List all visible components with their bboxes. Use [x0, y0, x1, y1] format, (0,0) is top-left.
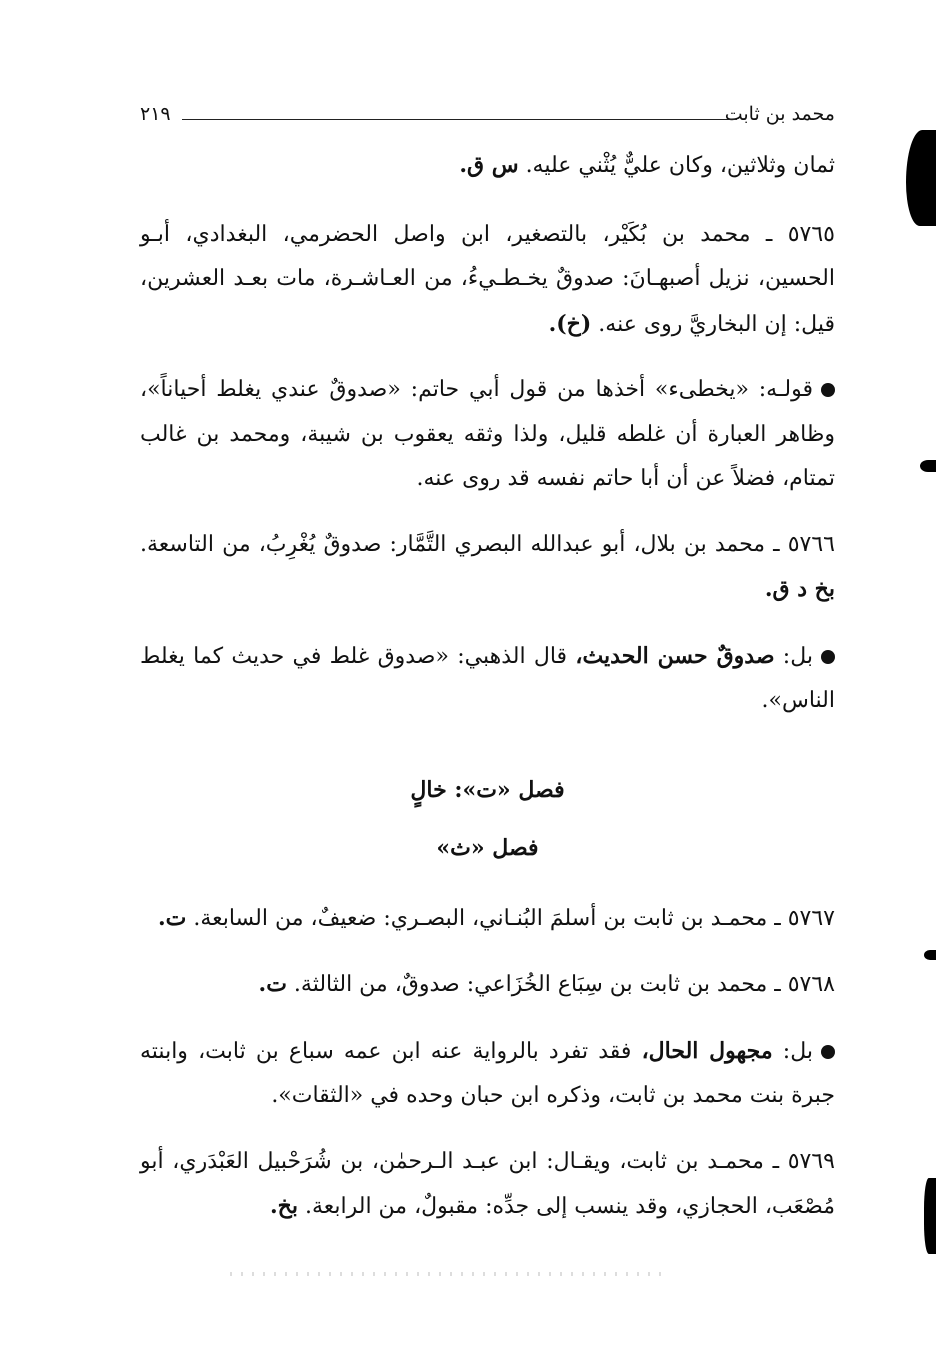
scan-speckle [230, 1272, 670, 1276]
bullet-icon [821, 383, 835, 397]
entry-text: ـ محمد بن بُكَيْر، بالتصغير، ابن واصل الحضرمي، البغدادي، أبـو الحسين، نزيل أصبهـانَ: صدوقٌ يخـطـيءُ، من العـاشـرة، مات بعـد العشرين، قيل: إن البخاريَّ روى عنه. [140, 221, 835, 337]
scan-edge-mark [924, 950, 936, 960]
comment-text: قولـه: «يخطىء» أخذها من قول أبي حاتم: «صدوقٌ عندي يغلط أحياناً»، وظاهر العبارة أن غلطه قليل، ولذا وثقه يعقوب بن شيبة، ومحمد بن غالب تمتام، فضلاً عن أن أبا حاتم نفسه قد روى عنه. [140, 377, 835, 491]
page-number: ٢١٩ [140, 103, 171, 125]
entry-5768 [140, 962, 835, 1008]
entry-siglum: ت. [258, 971, 287, 997]
running-header [140, 100, 835, 130]
comment-5768 [140, 1029, 835, 1119]
entry-siglum: (خ). [548, 310, 592, 337]
entry-number: ٥٧٦٦ [787, 531, 835, 557]
continuation-paragraph [140, 143, 835, 189]
entry-siglum: بخ د ق. [764, 576, 835, 602]
entry-number: ٥٧٦٩ [787, 1148, 835, 1174]
continuation-text: ثمان وثلاثين، وكان عليٌّ يُثْني عليه. [525, 153, 835, 178]
entry-5766 [140, 523, 835, 613]
entry-text: ـ محمد بن ثابت بن سِبَاع الخُزَاعي: صدوقٌ، من الثالثة. [293, 972, 781, 997]
entry-5769 [140, 1140, 835, 1230]
section-heading-tha: فصل «ث» [436, 834, 539, 861]
scan-edge-mark [906, 130, 936, 226]
entry-siglum: بخ. [269, 1193, 298, 1219]
comment-text: قال الذهبي: «صدوق غلط في حديث كما يغلط الناس». [140, 643, 835, 713]
header-rule [182, 119, 737, 120]
entry-number: ٥٧٦٥ [787, 221, 835, 247]
entry-number: ٥٧٦٨ [787, 972, 835, 997]
bullet-icon [821, 650, 835, 664]
comment-verdict: صدوقٌ حسن الحديث، [575, 642, 775, 669]
entry-5765 [140, 213, 835, 348]
page-body [140, 143, 835, 1251]
entry-text: ـ محمـد بن ثابت بن أسلمَ البُنـاني، البصـري: ضعيفٌ، من السابعة. [193, 905, 781, 931]
comment-verdict: مجهول الحال، [641, 1037, 773, 1064]
entry-text: ـ محمـد بن ثابت، ويقـال: ابن عبـد الـرحمٰن، بن شُرَحْبيل العَبْدَري، أبو مُصْعَب، الحجازي، وقد ينسب إلى جدِّه: مقبولٌ، من الرابعة. [140, 1148, 835, 1219]
entry-number: ٥٧٦٧ [787, 905, 835, 931]
entry-siglum: ت. [157, 904, 187, 931]
header-title: محمد بن ثابت [724, 103, 835, 125]
comment-lead: بل: [782, 1038, 813, 1064]
scan-edge-mark [920, 460, 936, 472]
continuation-siglum: س ق. [459, 152, 519, 178]
section-heading-ta: فصل «ت»: خالٍ [410, 776, 565, 803]
comment-lead: بل: [782, 643, 813, 669]
comment-5766 [140, 634, 835, 724]
comment-5765 [140, 368, 835, 502]
scan-edge-mark [924, 1178, 936, 1254]
bullet-icon [821, 1045, 835, 1059]
entry-text: ـ محمد بن بلال، أبو عبدالله البصري التَّمَّار: صدوقٌ يُغْرِبُ، من التاسعة. [140, 531, 780, 557]
entry-5767 [140, 896, 835, 942]
comment-text: فقد تفرد بالرواية عنه ابن عمه سباع بن ثابت، وابنته جبرة بنت محمد بن ثابت، وذكره ابن حبان وحده في «الثقات». [140, 1038, 835, 1108]
